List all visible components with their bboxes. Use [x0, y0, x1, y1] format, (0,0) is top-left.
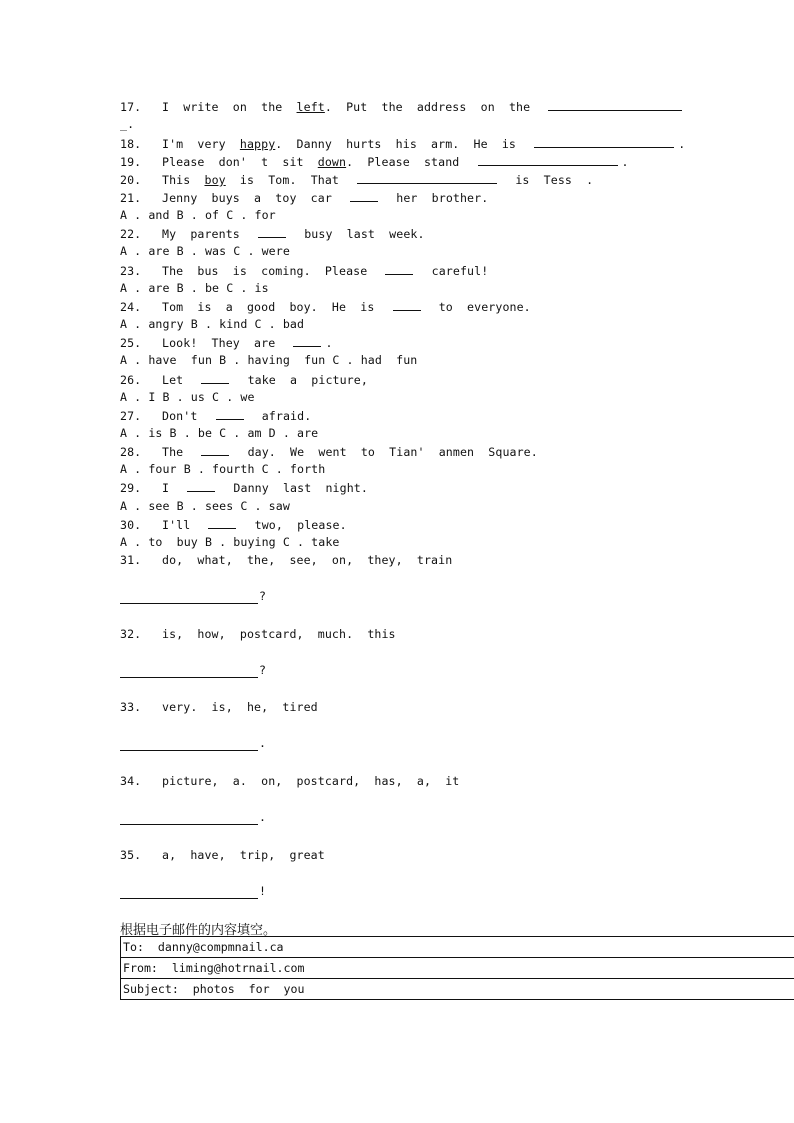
- answer-blank[interactable]: [393, 299, 421, 311]
- answer-end-31: ?: [259, 589, 267, 603]
- email-header-table: [120, 936, 794, 1000]
- question-18: 18. I'm very happy. Danny hurts his arm. He is .: [120, 137, 686, 151]
- answer-line-31[interactable]: [120, 602, 258, 604]
- question-23: 23. The bus is coming. Please careful!: [120, 264, 489, 278]
- question-21: 21. Jenny buys a toy car her brother.: [120, 191, 489, 205]
- answer-blank[interactable]: [385, 263, 413, 275]
- question-26: 26. Let take a picture,: [120, 373, 368, 387]
- question-20: 20. This boy is Tom. That is Tess .: [120, 173, 594, 187]
- answer-blank[interactable]: [258, 226, 286, 238]
- answer-end-32: ?: [259, 663, 267, 677]
- question-31: 31. do, what, the, see, on, they, train: [120, 553, 453, 567]
- email-from: From: liming@hotrnail.com: [121, 958, 794, 979]
- email-subject: Subject: photos for you: [121, 979, 794, 1000]
- answer-blank[interactable]: [201, 444, 229, 456]
- question-24: 24. Tom is a good boy. He is to everyone.: [120, 300, 531, 314]
- question-22: 22. My parents busy last week.: [120, 227, 425, 241]
- question-34: 34. picture, a. on, postcard, has, a, it: [120, 774, 460, 788]
- answer-end-33: .: [259, 736, 267, 750]
- answer-blank[interactable]: [350, 190, 378, 202]
- answer-line-34[interactable]: [120, 823, 258, 825]
- options-23: A . are B . be C . is: [120, 281, 269, 295]
- answer-blank[interactable]: [187, 480, 215, 492]
- question-30: 30. I'll two, please.: [120, 518, 347, 532]
- question-32: 32. is, how, postcard, much. this: [120, 627, 396, 641]
- options-25: A . have fun B . having fun C . had fun: [120, 353, 418, 367]
- question-17-tail: _.: [120, 117, 135, 131]
- options-28: A . four B . fourth C . forth: [120, 462, 326, 476]
- options-30: A . to buy B . buying C . take: [120, 535, 340, 549]
- options-22: A . are B . was C . were: [120, 244, 290, 258]
- question-29: 29. I Danny last night.: [120, 481, 368, 495]
- answer-blank[interactable]: [357, 172, 497, 184]
- options-21: A . and B . of C . for: [120, 208, 276, 222]
- answer-end-34: .: [259, 810, 267, 824]
- question-17: 17. I write on the left. Put the address on the: [120, 99, 686, 115]
- question-33: 33. very. is, he, tired: [120, 700, 318, 714]
- options-27: A . is B . be C . am D . are: [120, 426, 319, 440]
- answer-blank[interactable]: [201, 372, 229, 384]
- question-35: 35. a, have, trip, great: [120, 848, 325, 862]
- answer-blank[interactable]: [216, 408, 244, 420]
- answer-blank[interactable]: [293, 335, 321, 347]
- question-28: 28. The day. We went to Tian' anmen Square.: [120, 445, 538, 459]
- options-29: A . see B . sees C . saw: [120, 499, 290, 513]
- question-27: 27. Don't afraid.: [120, 409, 312, 423]
- question-25: 25. Look! They are .: [120, 336, 333, 350]
- answer-blank[interactable]: [534, 136, 674, 148]
- answer-end-35: !: [259, 884, 267, 898]
- answer-line-32[interactable]: [120, 676, 258, 678]
- question-19: 19. Please don' t sit down. Please stand .: [120, 155, 629, 169]
- answer-blank[interactable]: [548, 99, 682, 111]
- email-to: To: danny@compmnail.ca: [121, 937, 794, 958]
- options-26: A . I B . us C . we: [120, 390, 255, 404]
- answer-blank[interactable]: [478, 154, 618, 166]
- email-instruction-heading: 根据电子邮件的内容填空。: [120, 923, 277, 938]
- answer-line-35[interactable]: [120, 897, 258, 899]
- answer-blank[interactable]: [208, 517, 236, 529]
- answer-line-33[interactable]: [120, 749, 258, 751]
- options-24: A . angry B . kind C . bad: [120, 317, 305, 331]
